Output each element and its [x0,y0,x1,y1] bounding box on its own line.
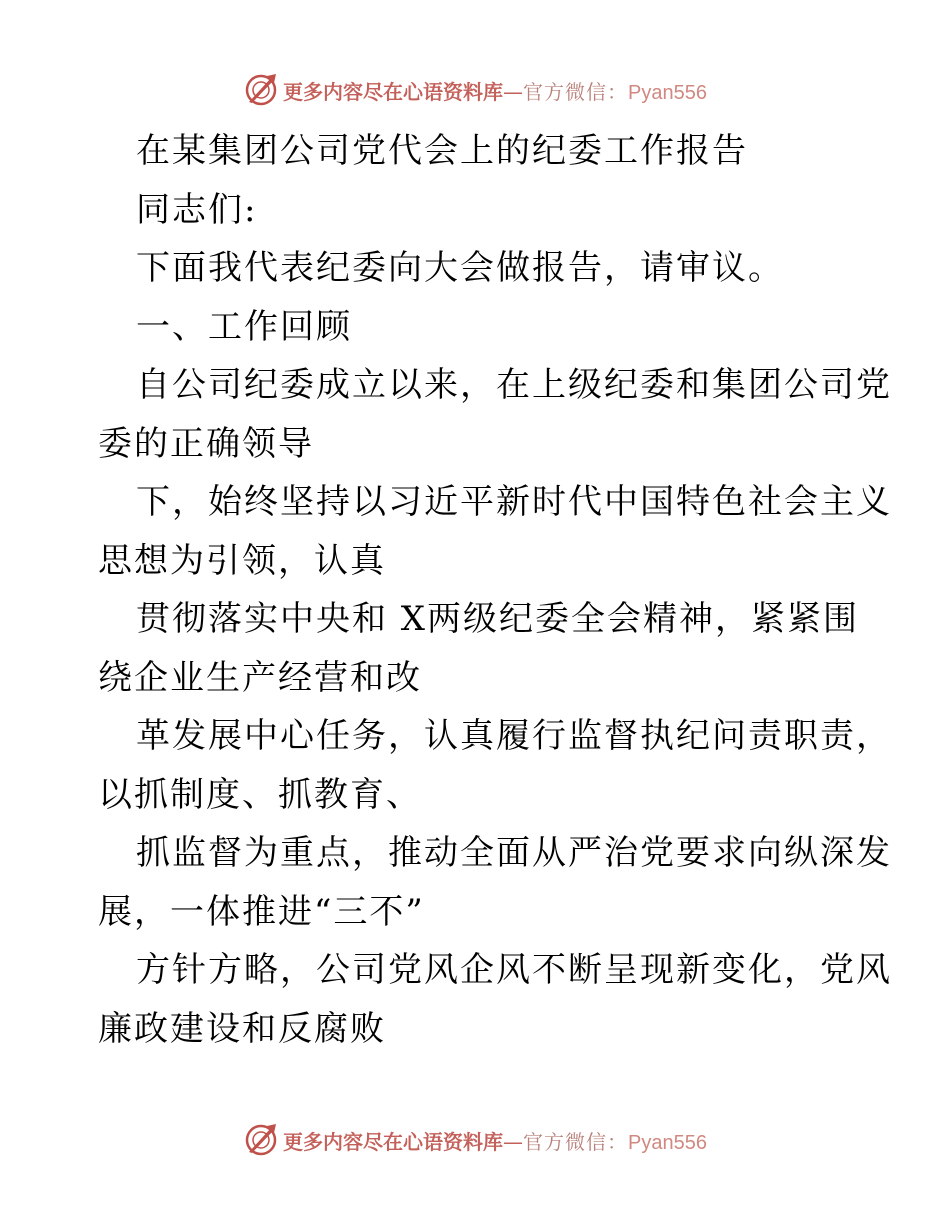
paragraph-line: 方针方略，公司党风企风不断呈现新变化，党风 [136,950,892,990]
paragraph-line: 抓监督为重点，推动全面从严治党要求向纵深发 [136,833,892,873]
section-heading: 一、工作回顾 [136,306,352,347]
watermark-brand: 更多内容尽在心语资料库 [283,79,504,104]
salutation: 同志们: [136,189,258,230]
watermark-brand: 更多内容尽在心语资料库 [283,1129,504,1154]
document-title: 在某集团公司党代会上的纪委工作报告 [136,131,748,171]
paragraph-line: 自公司纪委成立以来，在上级纪委和集团公司党 [136,365,892,405]
watermark-id: Pyan556 [628,81,707,104]
paragraph-line: 委的正确领导 [98,423,314,464]
watermark-dash: — [503,1129,524,1154]
watermark-official: 官方微信： [523,1129,629,1154]
paragraph-line: 革发展中心任务，认真履行监督执纪问责职责， [136,716,892,756]
watermark-header [0,70,950,110]
paragraph-line: 以抓制度、抓教育、 [98,774,422,815]
paragraph-line: 下面我代表纪委向大会做报告，请审议。 [136,248,784,288]
paragraph-line: 廉政建设和反腐败 [98,1008,386,1049]
paragraph-line: 思想为引领，认真 [98,540,386,581]
quill-logo-icon [243,1122,279,1158]
watermark-text [283,1126,707,1155]
watermark-dash: — [503,79,524,104]
watermark-text [283,76,707,105]
paragraph-line: 下，始终坚持以习近平新时代中国特色社会主义 [136,482,892,522]
paragraph-line: 贯彻落实中央和 X两级纪委全会精神，紧紧围 [136,599,860,639]
watermark-id: Pyan556 [628,1131,707,1154]
paragraph-line: 展，一体推进“三不” [98,891,425,932]
paragraph-line: 绕企业生产经营和改 [98,657,422,698]
watermark-footer [0,1120,950,1160]
watermark-official: 官方微信： [523,79,629,104]
document-body [98,122,892,1058]
quill-logo-icon [243,72,279,108]
